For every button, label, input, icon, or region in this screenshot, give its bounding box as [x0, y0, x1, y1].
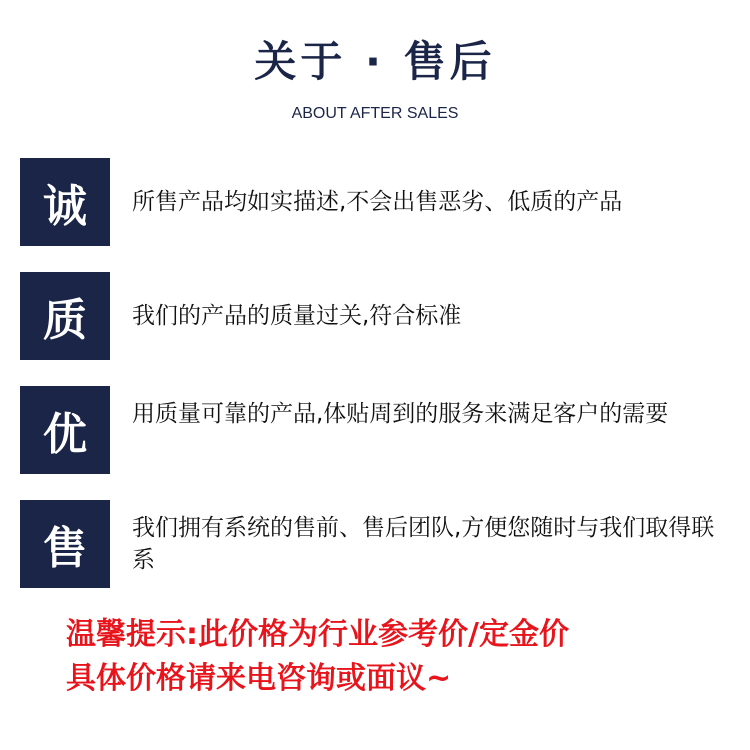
- feature-badge: 售: [20, 500, 110, 588]
- warm-notice-line-2: 具体价格请来电咨询或面议~: [66, 661, 452, 696]
- feature-badge: 诚: [20, 158, 110, 246]
- feature-row-quality: [20, 272, 730, 360]
- feature-description: 我们拥有系统的售前、售后团队,方便您随时与我们取得联系: [132, 515, 715, 573]
- feature-row-aftersales: [20, 500, 730, 588]
- page-subtitle: ABOUT AFTER SALES: [291, 105, 459, 122]
- page-title: 关于 · 售后: [254, 37, 496, 86]
- feature-badge: 质: [20, 272, 110, 360]
- feature-badge: 优: [20, 386, 110, 474]
- feature-description: 我们的产品的质量过关,符合标准: [132, 303, 462, 329]
- warm-notice-line-1: 温馨提示:此价格为行业参考价/定金价: [66, 617, 569, 652]
- feature-description: 所售产品均如实描述,不会出售恶劣、低质的产品: [132, 189, 623, 215]
- feature-row-honesty: [20, 158, 730, 246]
- feature-row-excellence: [20, 386, 730, 474]
- feature-description: 用质量可靠的产品,体贴周到的服务来满足客户的需要: [132, 401, 669, 427]
